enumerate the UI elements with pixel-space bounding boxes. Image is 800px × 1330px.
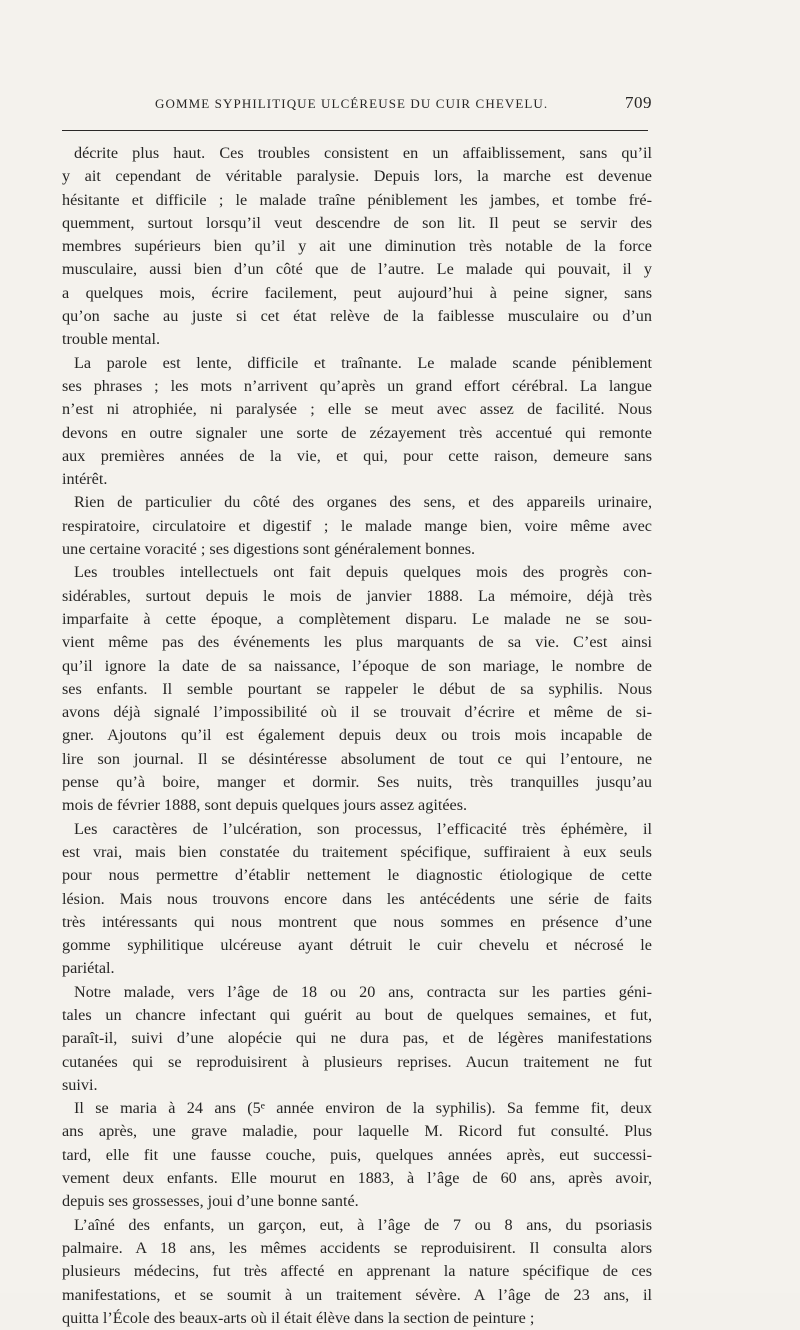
- text-line: Il se maria à 24 ans (5ᵉ année environ de la syphilis). Sa femme fit, deux: [74, 1099, 652, 1118]
- text-line: cutanées qui se reproduisirent à plusieurs reprises. Aucun traitement ne fut: [62, 1052, 652, 1071]
- text-line: pense qu’à boire, manger et dormir. Ses nuits, très tranquilles jusqu’au: [62, 773, 652, 792]
- text-line: tales un chancre infectant qui guérit au bout de quelques semaines, et fut,: [62, 1005, 652, 1024]
- text-line: devons en outre signaler une sorte de zézayement très accentué qui remonte: [62, 423, 652, 442]
- text-line: quitta l’École des beaux-arts où il était élève dans la section de peinture ;: [62, 1308, 535, 1327]
- text-line: membres supérieurs bien qu’il y ait une diminution très notable de la force: [62, 237, 652, 256]
- text-line: Les troubles intellectuels ont fait depuis quelques mois des progrès con-: [74, 563, 652, 582]
- text-line: paraît-il, suivi d’une alopécie qui ne dura pas, et de légères manifestations: [62, 1029, 652, 1048]
- text-line: depuis ses grossesses, joui d’une bonne santé.: [62, 1192, 359, 1211]
- header-rule: [62, 130, 648, 131]
- text-line: n’est ni atrophiée, ni paralysée ; elle se meut avec assez de facilité. Nous: [62, 400, 652, 419]
- text-line: suivi.: [62, 1075, 98, 1094]
- body-text: [62, 142, 652, 1330]
- text-line: intérêt.: [62, 470, 108, 489]
- text-line: sidérables, surtout depuis le mois de janvier 1888. La mémoire, déjà très: [62, 586, 652, 605]
- text-line: Les caractères de l’ulcération, son processus, l’efficacité très éphémère, il: [74, 819, 652, 838]
- text-line: gomme syphilitique ulcéreuse ayant détruit le cuir chevelu et nécrosé le: [62, 936, 652, 955]
- text-line: musculaire, aussi bien d’un côté que de l’autre. Le malade qui pouvait, il y: [62, 260, 652, 279]
- text-line: qu’on sache au juste si cet état relève de la faiblesse musculaire ou d’un: [62, 307, 652, 326]
- text-line: imparfaite à cette époque, a complètement disparu. Le malade ne se sou-: [62, 609, 652, 628]
- text-line: y ait cependant de véritable paralysie. Depuis lors, la marche est devenue: [62, 167, 652, 186]
- text-line: quemment, surtout lorsqu’il veut descendre de son lit. Il peut se servir des: [62, 213, 652, 232]
- page-number: 709: [625, 93, 652, 112]
- text-line: vement deux enfants. Elle mourut en 1883, à l’âge de 60 ans, après avoir,: [62, 1169, 652, 1188]
- text-line: manifestations, et se soumit à un traitement sévère. A l’âge de 23 ans, il: [62, 1285, 652, 1304]
- text-line: palmaire. A 18 ans, les mêmes accidents se reproduisirent. Il consulta alors: [62, 1238, 652, 1257]
- text-line: trouble mental.: [62, 330, 160, 349]
- text-line: est vrai, mais bien constatée du traitement spécifique, suffiraient à eux seuls: [62, 842, 652, 861]
- text-line: avons déjà signalé l’impossibilité où il se trouvait d’écrire et même de si-: [62, 703, 652, 722]
- text-line: hésitante et difficile ; le malade traîne péniblement les jambes, et tombe fré-: [62, 190, 652, 209]
- text-line: très intéressants qui nous montrent que nous sommes en présence d’une: [62, 912, 652, 931]
- text-line: une certaine voracité ; ses digestions sont généralement bonnes.: [62, 540, 476, 559]
- text-line: gner. Ajoutons qu’il est également depuis deux ou trois mois incapable de: [62, 726, 652, 745]
- text-line: lire son journal. Il se désintéresse absolument de tout ce qui l’entoure, ne: [62, 749, 652, 768]
- text-line: plusieurs médecins, fut très affecté en apprenant la nature spécifique de ces: [62, 1262, 652, 1281]
- text-line: ses enfants. Il semble pourtant se rappeler le début de sa syphilis. Nous: [62, 679, 652, 698]
- text-line: mois de février 1888, sont depuis quelques jours assez agitées.: [62, 796, 468, 815]
- text-line: Notre malade, vers l’âge de 18 ou 20 ans, contracta sur les parties géni-: [74, 982, 652, 1001]
- text-line: La parole est lente, difficile et traînante. Le malade scande péniblement: [74, 353, 652, 372]
- text-line: L’aîné des enfants, un garçon, eut, à l’âge de 7 ou 8 ans, du psoriasis: [74, 1215, 652, 1234]
- text-line: pour nous permettre d’établir nettement le diagnostic étiologique de cette: [62, 866, 652, 885]
- running-title: GOMME SYPHILITIQUE ULCÉREUSE DU CUIR CHEVELU.: [155, 96, 549, 111]
- text-line: tard, elle fit une fausse couche, puis, quelques années après, eut successi-: [62, 1145, 652, 1164]
- text-line: aux premières années de la vie, et qui, pour cette raison, demeure sans: [62, 446, 652, 465]
- text-line: pariétal.: [62, 959, 115, 978]
- text-line: vient même pas des événements les plus marquants de sa vie. C’est ainsi: [62, 633, 652, 652]
- text-line: qu’il ignore la date de sa naissance, l’époque de son mariage, le nombre de: [62, 656, 652, 675]
- running-head: [62, 93, 652, 120]
- text-line: ans après, une grave maladie, pour laquelle M. Ricord fut consulté. Plus: [62, 1122, 652, 1141]
- text-line: décrite plus haut. Ces troubles consistent en un affaiblissement, sans qu’il: [74, 144, 652, 162]
- text-line: respiratoire, circulatoire et digestif ; le malade mange bien, voire même avec: [62, 516, 652, 535]
- text-line: lésion. Mais nous trouvons encore dans les antécédents une série de faits: [62, 889, 652, 908]
- text-line: a quelques mois, écrire facilement, peut aujourd’hui à peine signer, sans: [62, 283, 652, 302]
- text-line: ses phrases ; les mots n’arrivent qu’après un grand effort cérébral. La langue: [62, 376, 652, 395]
- text-line: Rien de particulier du côté des organes des sens, et des appareils urinaire,: [74, 493, 652, 512]
